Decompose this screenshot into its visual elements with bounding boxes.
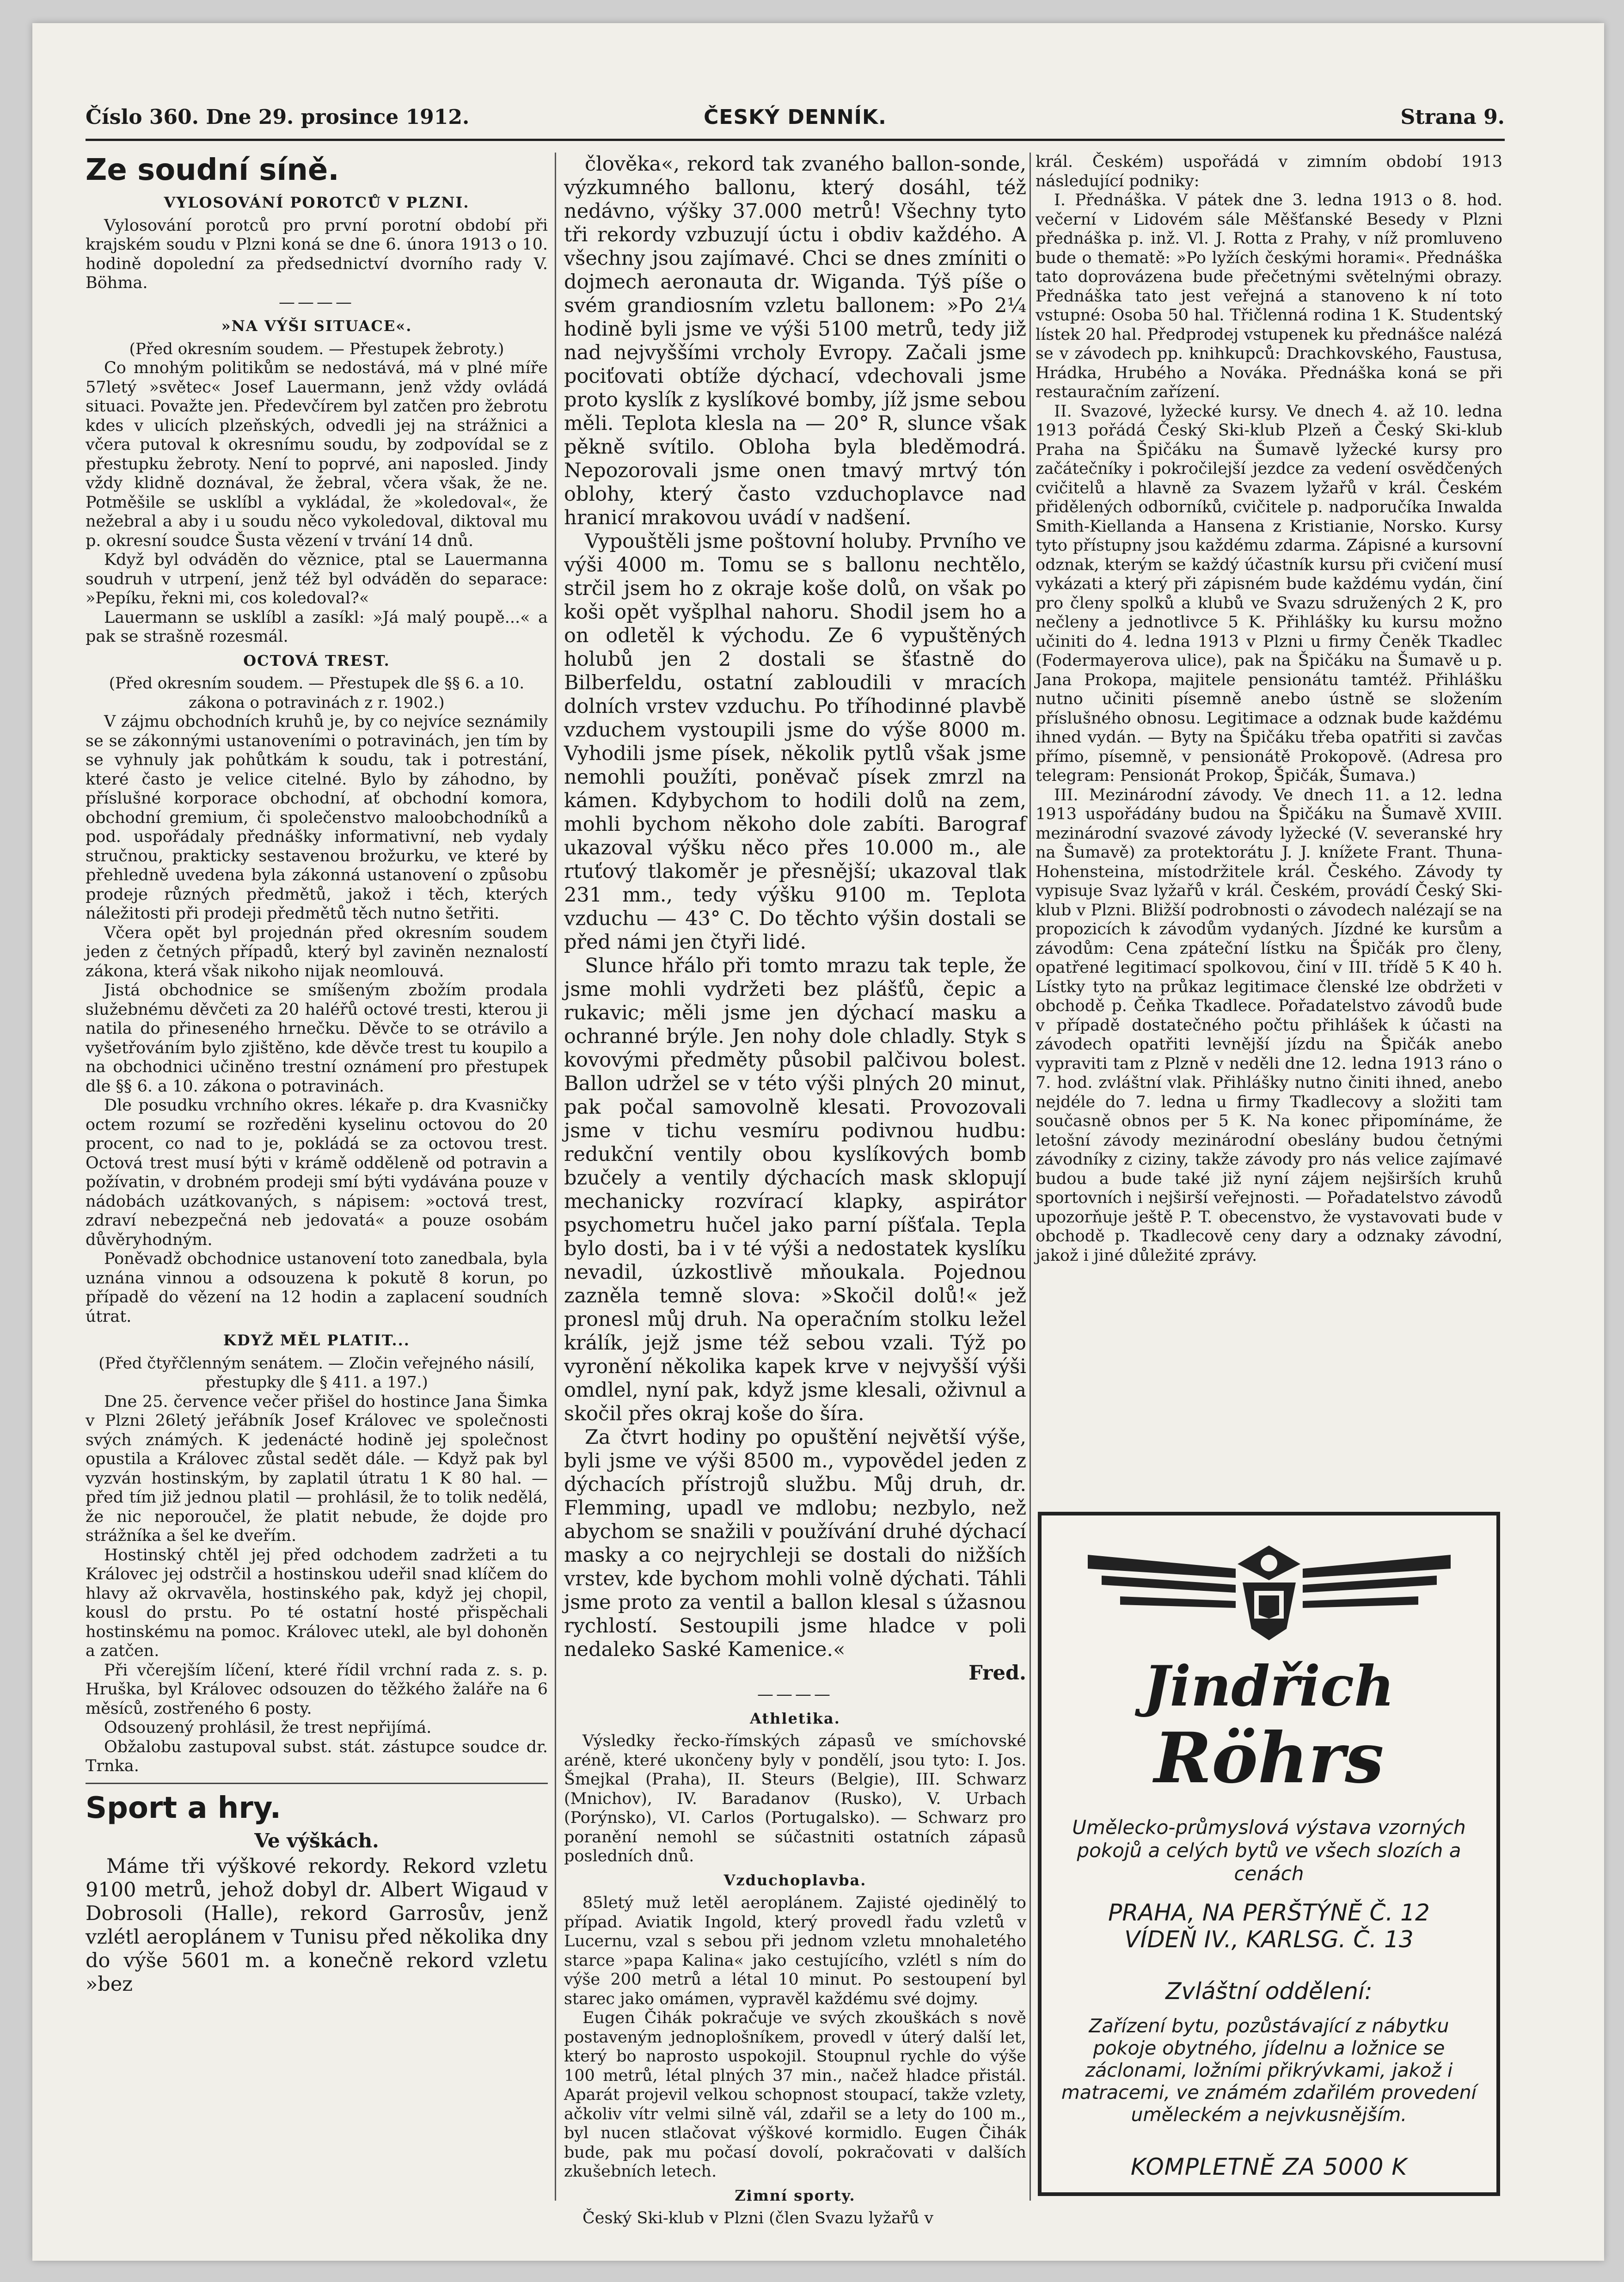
article-paragraph: Včera opět byl projednán před okresním soudem jeden z četných případů, který byl zaviněn neznalostí zákona, která však nikoho nijak neomlouvá. [86,923,548,981]
section-heading-sport: Sport a hry. [86,1791,282,1825]
article-heading: »NA VÝŠI SITUACE«. [221,317,412,335]
article-paragraph: V zájmu obchodních kruhů je, by co nejvíce seznámily se se zákonnými ustanoveními o potravinách, jen tím by se vyhnuly jak pohůtkám k soudu, tak i potrestání, které často je velice citelné. Bylo by záhodno, by příslušné korporace obchodní, ať obchodní komora, obchodní gremium, či společenstvo maloobchodníků a pod. uspořádaly přednášky informativní, neb vydaly stručnou, prakticky sestavenou brožurku, ve které by přehledně uvedena byla zákonná ustanovení o způsobu prodeje různých předmětů, jakož i těch, kterých náležitosti při prodeji předmětů těch nutno šetřiti. [86,712,548,923]
article-paragraph: I. Přednáška. V pátek dne 3. ledna 1913 o 8. hod. večerní v Lidovém sále Měšťanské Besedy v Plzni přednáška p. inž. Vl. J. Rotta z Prahy, v níž promluveno bude o thematě: »Po lyžích českými horami«. Přednáška tato doprovázena bude přečetnými světelnými obrazy. Přednáška tato jest veřejná a stanoveno k ní toto vstupné: Osoba 50 hal. Třičlenná rodina 1 K. Studentský lístek 20 hal. Předprodej vstupenek ku přednášce nalézá se v závodech pp. knihkupců: Drachkovského, Faustusa, Hrádka, Hrubého a Nováka. Přednáška koná se při restauračním zařízení. [1036,191,1502,401]
advertisement-rohrs [1038,1512,1500,2196]
article-paragraph: Dle posudku vrchního okres. lékaře p. dra Kvasničky octem rozumí se rozředěni kyselinu octovou do 20 procent, co nad to je, pokládá se za octovou trest. Octová trest musí býti v krámě odděleně od potravin a požívatin, v drobném prodeji smí býti vydávána pouze v nádobách uzátkovaných, s nápisem: »octová trest, zdraví nebezpečná neb jedovatá« a pouze osobám důvěryhodným. [86,1096,548,1249]
article-heading: VYLOSOVÁNÍ POROTCŮ V PLZNI. [164,194,470,211]
newspaper-page [32,23,1604,2261]
article-heading: Vzduchoplavba. [723,1871,867,1889]
article-paragraph: 85letý muž letěl aeroplánem. Zajisté ojedinělý to případ. Aviatik Ingold, který provedl řadu vzletů v Lucernu, vzal s sebou při jednom vzletu mnohaletého starce »papa Kalina« jako cestujícího, vzlétl s ním do výše 200 metrů a létal 10 minut. Po sestoupení byl starec jako omámen, vypravěl každému své dojmy. [564,1894,1026,2008]
article-paragraph: král. Českém) uspořádá v zimním období 1913 následující podniky: [1036,153,1502,190]
column-3 [1036,153,1502,1265]
ad-price: KOMPLETNĚ ZA 5000 K [1130,2153,1408,2180]
ad-tagline: Umělecko-průmyslová výstava vzorných pokojů a celých bytů ve všech slozích a cenách [1072,1816,1466,1885]
article-paragraph: Eugen Čihák pokračuje ve svých zkouškách s nově postaveným jednoplošníkem, provedl v úterý další let, který bo naprosto uspokojil. Stoupnul rychle do výše 100 metrů, létal plných 37 min., načež hladce přistál. Aparát projevil velkou schopnost stoupací, takže vzlety, ačkoliv vítr velmi silně vál, zdařil se a lety do 100 m., byl nucen stlačovat výškové kormidlo. Eugen Čihák bude, pak mu počasí dovolí, pokračovati v dalších zkušebních letech. [564,2009,1026,2181]
brand-surname: Röhrs [1154,1718,1384,1799]
author-signature: Fred. [968,1662,1026,1685]
ad-address-prague: PRAHA, NA PERŠTÝNĚ Č. 12 [1108,1899,1430,1926]
article-paragraph: Dne 25. července večer přišel do hostince Jana Šimka v Plzni 26letý jeřábník Josef Královec ve společnosti svých známých. K jedenácté hodině jej společnost opustila a Královec zůstal sedět dále. — Když pak byl vyzván hostinským, by zaplatil útratu 1 K 80 hal. — před tím již jednou platil — prohlásil, že to tolik nedělá, že nic neporoučel, že platit nebude, že dojde pro strážníka a šel ke dveřím. [86,1392,548,1545]
brand-logo [1042,1654,1496,1807]
article-paragraph: Máme tři výškové rekordy. Rekord vzletu 9100 metrů, jehož dobyl dr. Albert Wigaud v Dobrosoli (Halle), rekord Garrosův, jenž vzlétl aeroplánem v Tunisu před několika dny do výše 5601 m. a konečně rekord vzletu »bez [86,1855,548,1996]
article-paragraph: II. Svazové, lyžecké kursy. Ve dnech 4. až 10. ledna 1913 pořádá Český Ski-klub Plzeň a Český Ski-klub Praha na Špičáku na Šumavě lyžecké kursy pro začátečníky i pokročilejší jezdce za vedení osvědčených cvičitelů a hlavně za Svazem lyžařů v král. Českém přidělených odborníků, cvičitele p. nadporučíka Inwalda Smith-Kiellanda a Hansena z Kristianie, Norsko. Kursy tyto přístupny jsou každému zdarma. Zápisné a kursovní odznak, kterým se každý účastník kursu při cvičení musí vykázati a který při zápisném bude každému vydán, činí pro členy spolků a klubů ve Svazu sdružených 2 K, pro nečleny a jednotlivce 5 K. Přihlášky ku kursu možno učiniti do 4. ledna 1913 v Plzni u firmy Čeněk Tkadlec (Fodermayerova ulice), pak na Špičáku na Šumavě u p. Jana Prokopa, majitele pensionátu tamtéž. Přihlášku nutno učiniti písemně anebo ústně se složením příslušného obnosu. Legitimace a odznak bude každému ihned vydán. — Byty na Špičáku třeba opatřiti si zavčas přímo, písemně, v pensionátě Prokopově. (Adresa pro telegram: Pensionát Prokop, Špičák, Šumava.) [1036,402,1502,785]
article-paragraph: Za čtvrt hodiny po opuštění největší výše, byli jsme ve výši 8500 m., vypovědel jeden z dýchacích přístrojů službu. Můj druh, dr. Flemming, upadl ve mdlobu; nezbylo, než abychom se snažili v používání druhé dýchací masky a co nejrychleji se dostali do nižších vrstev, kde bychom mohli volně dýchati. Táhli jsme proto za ventil a ballon klesal s úžasnou rychlostí. Sestoupili jsme hladce v poli nedaleko Saské Kamenice.« [564,1426,1026,1661]
article-paragraph: Jistá obchodnice se smíšeným zbožím prodala služebnému děvčeti za 20 haléřů octové tresti, kterou ji natila do přineseného hrnečku. Děvče to se otrávilo a vyšetřováním bylo zjištěno, kde děvče trest tu koupilo a na obchodnici učiněno trestní oznámení pro přestupek dle §§ 6. a 10. zákona o potravinách. [86,981,548,1096]
article-paragraph: Výsledky řecko-římských zápasů ve smíchovské aréně, které ukončeny byly v pondělí, jsou tyto: I. Jos. Šmejkal (Praha), II. Steurs (Belgie), III. Schwarz (Mnichov), IV. Baradanov (Rusko), V. Urbach (Porýnsko), VI. Carlos (Portugalsko). — Schwarz pro poranění nemohl se súčastniti ostatních zápasů posledních dnů. [564,1732,1026,1865]
issue-date: Číslo 360. Dne 29. prosince 1912. [86,105,470,129]
column-divider [1030,153,1031,2201]
article-paragraph: Český Ski-klub v Plzni (člen Svazu lyžařů v [582,2209,934,2227]
article-heading: Zimní sporty. [735,2186,856,2204]
eagle-crest-emblem [1060,1536,1478,1643]
page-header [86,102,1505,141]
article-paragraph: III. Mezinárodní závody. Ve dnech 11. a 12. ledna 1913 uspořádány budou na Špičáku na Šumavě XVIII. mezinárodní svazové závody lyžecké (V. severanské hry na Šumavě) za protektorátu J. J. knížete Frant. Thuna-Hohensteina, místodržitele král. Českého. Závody ty vypisuje Svaz lyžařů v král. Českém, provádí Český Ski-klub v Plzni. Bližší podrobnosti o závodech nalézají se na propozicích k závodům vydaných. Jízdné ke kursům a závodům: Cena zpáteční lístku na Špičák pro členy, opatřené legitimací spolkovou, činí v III. třídě 5 K 40 h. Lístky tyto na průkaz legitimace členské lze obdržeti v obchodě p. Čeňka Tkadlece. Pořadatelstvo závodů bude v případě dostatečného počtu přihlášek k účasti na závodech opatřiti levnější jízdu na Špičák anebo vypraviti tam z Plzně v neděli dne 12. ledna 1913 ráno o 7. hod. zvláštní vlak. Přihlášky nutno činiti ihned, anebo nejdéle do 7. ledna u firmy Tkadlecovy a složiti tam současně obnos per 5 K. Na konec připomínáme, že letošní závody mezinárodní obeslány budou četnými závodníky z ciziny, takže závody pro nás velice zajímavé budou a bude také již nyní zájem nejširších kruhů sportovních i nejširší veřejnosti. — Pořadatelstvo závodů upozorňuje ještě P. T. obecenstvo, že vystavovati bude v obchodě p. Tkadlecově ceny dary a odznaky závodní, jakož i jiné důležité zprávy. [1036,785,1502,1265]
article-paragraph: Hostinský chtěl jej před odchodem zadržeti a tu Královec jej odstrčil a hostinskou udeřil snad klíčem do hlavy až okrvavěla, hostinského pak, když jej chopil, kousl do prstu. Po té ostatní hosté přispěchali hostinskému na pomoc. Královec utekl, ale byl dohoněn a zatčen. [86,1546,548,1660]
article-paragraph: Odsouzený prohlásil, že trest nepřijímá. [104,1718,432,1737]
article-paragraph: Když byl odváděn do věznice, ptal se Lauermanna soudruh v utrpení, jenž též byl odváděn do separace: »Pepíku, řekni mi, cos koledoval?« [86,551,548,607]
article-paragraph: Co mnohým politikům se nedostává, má v plné míře 57letý »světec« Josef Lauermann, jenž vždy ovládá situaci. Považte jen. Předevčírem byl zatčen pro žebrotu kdes v ulicích plzeňských, odvedli jej na strážnici a včera putoval k okresnímu soudu, by zodpovídal se z přestupku žebroty. Není to poprvé, ani naposled. Jindy vždy klidně doznával, že žebral, včera však, že ne. Potměšile se usklíbl a vykládal, že »koledoval«, že nežebral a aby i u soudu něco vykoledoval, diktoval mu p. okresní soudce Šusta vězení v trvání 14 dnů. [86,359,548,550]
column-1 [86,153,548,1996]
article-note: (Před okresním soudem. — Přestupek dle §§ 6. a 10. zákona o potravinách z r. 1902.) [109,674,525,712]
separator: ———— [279,293,355,312]
section-rule [86,1783,548,1784]
article-heading: Athletika. [750,1709,840,1727]
article-paragraph: Obžalobu zastupoval subst. stát. zástupce soudce dr. Trnka. [86,1737,548,1775]
section-heading-court: Ze soudní síně. [86,153,339,187]
article-paragraph: Vypouštěli jsme poštovní holuby. Prvního ve výši 4000 m. Tomu se s ballonu nechtělo, strčil jsem ho z okraje koše dolů, on však po koši opět vyšplhal nahoru. Shodil jsem ho a on odletěl k východu. Ze 6 vypuštěných holubů jen 2 dostali se šťastně do Bilberfeldu, ostatní zabloudili v mracích dolních vrstev vzduchu. Po tříhodinné plavbě vzduchem vystoupili jsme do výše 8000 m. Vyhodili jsme písek, několik pytlů však jsme nemohli použíti, poněvač písek zmrzl na kámen. Kdybychom to hodili dolů na zem, mohli bychom někoho dole zabíti. Barograf ukazoval výšku něco přes 10.000 m., ale rtuťový tlakoměr je přesnější; ukazoval tlak 231 mm., tedy výšku 9100 m. Teplota vzduchu — 43° C. Do těchto výšin dostali se před námi jen čtyři lidé. [564,530,1026,954]
ad-dept-text: Zařízení bytu, pozůstávající z nábytku pokoje obytného, jídelnu a ložnice se záclonami, ložními přikrývkami, jakož i matracemi, ve známém zdařilém provedení uměleckém a nejvkusnějším. [1061,2015,1477,2126]
article-paragraph: Slunce hřálo při tomto mrazu tak teple, že jsme mohli vydržeti bez plášťů, čepic a rukavic; měli jsme jen dýchací masku a ochranné brýle. Jen nohy dole chladly. Styk s kovovými předměty působil palčivou bolest. Ballon udržel se v této výši plných 20 minut, pak počal samovolně klesati. Provozovali jsme v tichu vesmíru podivnou hudbu: redukční ventily obou kyslíkových bomb bzučely a ventily dýchacích mask sklopují mechanicky rozvírací klapky, aspirátor psychometru hučel jako parní píšťala. Tepla bylo dosti, ba i v té výši a nedostatek kyslíku nevadil, úzkostlivě mňoukala. Pojednou zazněla temně slova: »Skočil dolů!« jež pronesl můj druh. Na operačním stolku ležel králík, jejž jsme též sebou vzali. Týž po vyronění několika kapek krve v nejvyšší výši omdlel, nyní pak, když jsme klesali, oživnul a skočil přes okraj koše do šíra. [564,954,1026,1425]
article-heading: KDYŽ MĚL PLATIT... [223,1331,410,1349]
ad-dept-title: Zvláštní oddělení: [1165,1978,1373,2005]
page-number: Strana 9. [1400,105,1505,129]
ad-address [1060,1899,1478,1953]
separator: ———— [757,1685,833,1704]
masthead: ČESKÝ DENNÍK. [704,105,887,129]
article-note: (Před čtyřčlenným senátem. — Zločin veřejného násilí, přestupky dle § 411. a 197.) [98,1354,535,1392]
article-paragraph: Vylosování porotců pro první porotní období při krajském soudu v Plzni koná se dne 6. února 1913 o 10. hodině dopolední za předsednictví dvorního rady V. Böhma. [86,216,548,292]
article-paragraph: Lauermann se usklíbl a zasíkl: »Já malý poupě...« a pak se strašně rozesmál. [86,608,548,646]
ad-address-vienna: VÍDEŇ IV., KARLSG. Č. 13 [1124,1926,1414,1953]
article-paragraph: člověka«, rekord tak zvaného ballon-sonde, výzkumného ballonu, který dosáhl, též nedávno, výšky 37.000 metrů! Všechny tyto tři rekordy vzbuzují úctu i obdiv každého. A všechny jsou zajímavé. Chci se dnes zmíniti o dojmech aeronauta dr. Wiganda. Týš píše o svém grandiosním vzletu ballonem: »Po 2¼ hodině byli jsme ve výši 5100 metrů, tedy již nad nejvyššími vrcholy Evropy. Začali jsme pociťovati obtíže dýchací, vdechovali jsme proto kyslík z kyslíkové bomby, jíž jsme sebou měli. Teplota klesla na — 20° R, slunce však pěkně svítilo. Obloha byla bleděmodrá. Nepozorovali jsme onen tmavý mrtvý tón oblohy, který často vzduchoplavce nad hranicí mrakovou uvádí v nadšení. [564,153,1026,529]
article-heading: OCTOVÁ TREST. [243,651,390,669]
large-type-article [564,153,1026,1685]
column-divider [555,153,556,2201]
article-note: (Před okresním soudem. — Přestupek žebroty.) [129,339,504,358]
brand-first-name: Jindřich [1143,1654,1395,1719]
large-type-article [86,1855,548,1996]
article-heading: Ve výškách. [254,1829,379,1852]
article-paragraph: Poněvadž obchodnice ustanovení toto zanedbala, byla uznána vinnou a odsouzena k pokutě 8 korun, po případě do vězení na 12 hodin a zaplacení soudních útrat. [86,1250,548,1326]
article-paragraph: Při včerejším líčení, které řídil vrchní rada z. s. p. Hruška, byl Královec odsouzen do těžkého žaláře na 6 měsíců, zostřeného 6 posty. [86,1661,548,1718]
column-2 [564,153,1026,2228]
